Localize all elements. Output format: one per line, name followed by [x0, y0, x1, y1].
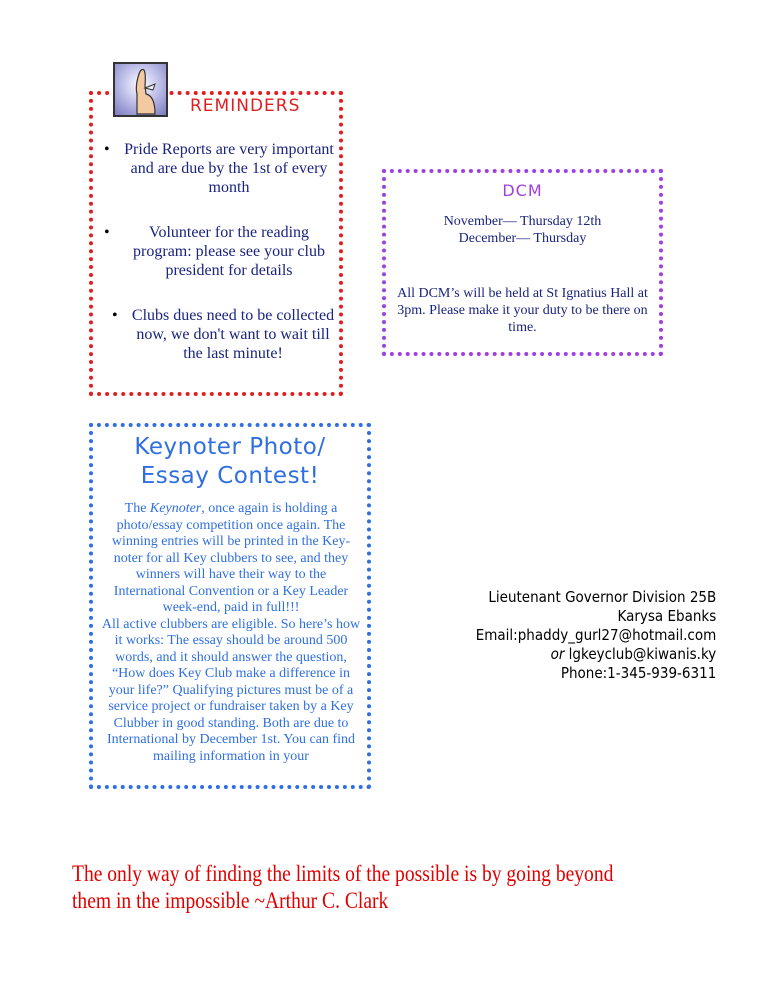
- keynoter-paragraph-2: All active clubbers are eligible. So here’s how it works: The essay should be around 500 words, and it should answer the question, “How does Key Club make a difference in your life?” Qualifying pictures must be of a service project or fundraiser taken by a Key Clubber in good standing. Both are due to International by December 1st. You can find mailing information in your: [101, 616, 361, 764]
- reminders-list: [100, 140, 336, 389]
- contact-email-2: lgkeyclub@kiwanis.ky: [564, 645, 716, 663]
- keynoter-body: [99, 501, 363, 765]
- reminder-item: • Clubs dues need to be collected now, we don't want to wait till the last minute!: [100, 306, 336, 363]
- text: The: [124, 501, 150, 516]
- reminders-title: REMINDERS: [190, 96, 301, 116]
- pointing-finger-clipart-icon: [113, 62, 168, 117]
- keynoter-contest-box: [89, 423, 371, 789]
- keynoter-italic: Keynoter: [149, 501, 202, 516]
- contact-email: Email:phaddy_gurl27@hotmail.com: [475, 626, 716, 644]
- quote-line: them in the impossible ~Arthur C. Clark: [72, 888, 389, 913]
- keynoter-title-line: Essay Contest!: [140, 463, 320, 489]
- dcm-date-december: December— Thursday: [458, 231, 587, 246]
- dcm-date-november: November— Thursday 12th: [443, 214, 602, 229]
- quote-line: The only way of finding the limits of the possible is by going beyond: [72, 861, 614, 886]
- contact-role: Lieutenant Governor Division 25B: [488, 588, 716, 606]
- dcm-title: DCM: [502, 181, 543, 200]
- text: , once again is holding a photo/essay competition once again. The winning entries will be printed in the Key-noter for all Key clubbers to see, and they winners will have their way to the International Convention or a Key Leader week-end, paid in full!!!: [111, 501, 351, 615]
- contact-info: [475, 588, 716, 683]
- contact-name: Karysa Ebanks: [617, 607, 716, 625]
- dcm-box: [382, 169, 663, 356]
- reminder-item: • Pride Reports are very important and are due by the 1st of every month: [100, 140, 336, 197]
- reminder-item: • Volunteer for the reading program: please see your club president for details: [100, 223, 336, 280]
- keynoter-paragraph-1: [99, 501, 363, 617]
- keynoter-title: [93, 433, 367, 491]
- contact-email-alt: [475, 645, 716, 664]
- contact-phone: Phone:1-345-939-6311: [560, 664, 716, 682]
- or-text: or: [550, 645, 565, 663]
- keynoter-title-line: Keynoter Photo/: [134, 434, 326, 460]
- closing-quote: [72, 860, 616, 914]
- dcm-note: All DCM’s will be held at St Ignatius Hall at 3pm. Please make it your duty to be there on time.: [397, 286, 648, 335]
